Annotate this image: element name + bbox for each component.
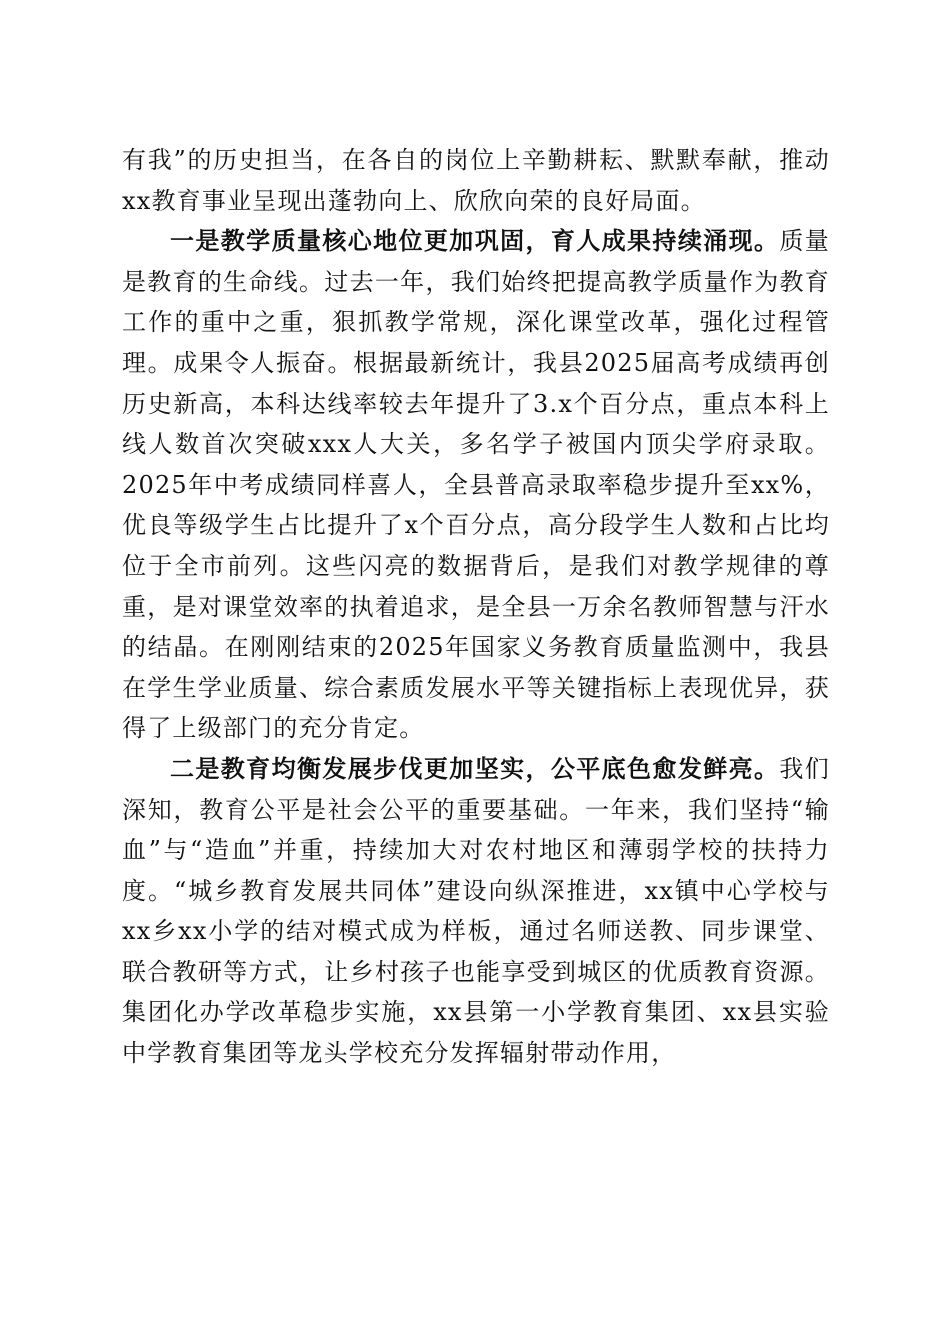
paragraph-text: 有我”的历史担当，在各自的岗位上辛勤耕耘、默默奉献，推动xx教育事业呈现出蓬勃向上、欣欣向荣的良好局面。 — [122, 146, 830, 215]
paragraph-text: 质量是教育的生命线。过去一年，我们始终把提高教学质量作为教育工作的重中之重，狠抓教学常规，深化课堂改革，强化过程管理。成果令人振奋。根据最新统计，我县2025届高考成绩再创历史新高，本科达线率较去年提升了3.x个百分点，重点本科上线人数首次突破xxx人大关，多名学子被国内顶尖学府录取。2025年中考成绩同样喜人，全县普高录取率稳步提升至xx%，优良等级学生占比提升了x个百分点，高分段学生人数和占比均位于全市前列。这些闪亮的数据背后，是我们对教学规律的尊重，是对课堂效率的执着追求，是全县一万余名教师智慧与汗水的结晶。在刚刚结束的2025年国家义务教育质量监测中，我县在学生学业质量、综合素质发展水平等关键指标上表现优异，获得了上级部门的充分肯定。 — [122, 227, 830, 743]
paragraph-continued — [122, 140, 830, 221]
paragraph-teaching-quality — [122, 221, 830, 749]
document-body — [122, 140, 830, 1074]
paragraph-balanced-development — [122, 749, 830, 1074]
paragraph-lead-heading: 一是教学质量核心地位更加巩固，育人成果持续涌现。 — [170, 226, 780, 256]
paragraph-text: 我们深知，教育公平是社会公平的重要基础。一年来，我们坚持“输血”与“造血”并重，持续加大对农村地区和薄弱学校的扶持力度。“城乡教育发展共同体”建设向纵深推进，xx镇中心学校与xx乡xx小学的结对模式成为样板，通过名师送教、同步课堂、联合教研等方式，让乡村孩子也能享受到城区的优质教育资源。集团化办学改革稳步实施，xx县第一小学教育集团、xx县实验中学教育集团等龙头学校充分发挥辐射带动作用， — [122, 754, 830, 1068]
paragraph-lead-heading: 二是教育均衡发展步伐更加坚实，公平底色愈发鲜亮。 — [170, 753, 780, 783]
